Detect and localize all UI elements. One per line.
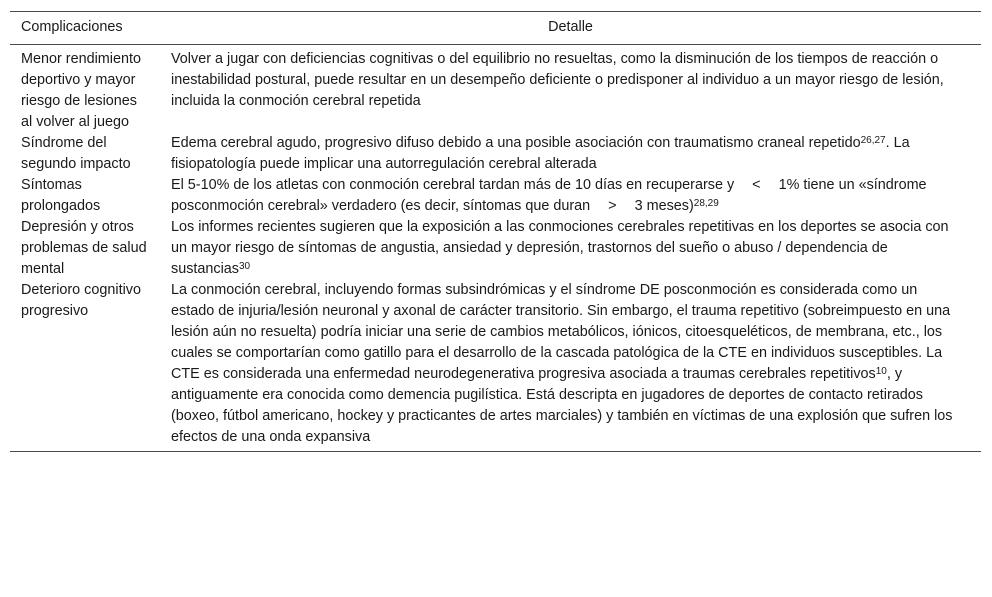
detail-cell bbox=[160, 133, 981, 175]
detail-text: . La fisiopatología puede implicar una autorregulación cerebral alterada bbox=[171, 135, 910, 172]
header-row bbox=[10, 12, 981, 45]
complications-table bbox=[10, 11, 981, 452]
table-row bbox=[10, 175, 981, 217]
citation-superscript: 10 bbox=[875, 366, 887, 377]
citation-superscript: 26,27 bbox=[860, 135, 886, 146]
table-row bbox=[10, 133, 981, 175]
header-detalle: Detalle bbox=[548, 19, 593, 35]
table-row bbox=[10, 280, 981, 452]
header-complicaciones: Complicaciones bbox=[21, 19, 123, 35]
detail-cell bbox=[160, 280, 981, 452]
detail-text: El 5-10% de los atletas con conmoción cerebral tardan más de 10 días en recuperarse y bbox=[171, 177, 735, 193]
detail-cell: Volver a jugar con deficiencias cognitivas o del equilibrio no resueltas, como la disminución de los tiempos de reacción o inestabilidad postural, puede resultar en un desempeño deficiente o predisponer al individuo a un mayor riesgo de lesión, incluida la conmoción cerebral repetida bbox=[171, 51, 944, 109]
complications-table-container bbox=[10, 11, 981, 452]
complication-cell: Depresión y otros problemas de salud mental bbox=[21, 219, 147, 277]
detail-text: 1% tiene un «síndrome posconmoción cerebral» verdadero (es decir, síntomas que duran bbox=[171, 177, 927, 214]
detail-text: La conmoción cerebral, incluyendo formas subsindrómicas y el síndrome DE posconmoción es considerada como un estado de injuria/lesión neuronal y axonal de carácter transitorio. Sin embargo, el trauma repetitivo (sobreimpuesto en una lesión aún no resuelta) podría iniciar una serie de cambios metabólicos, iónicos, citoesqueléticos, de membrana, etc., los cuales se comportarían como gatillo para el desarrollo de la cascada patológica de la CTE en individuos susceptibles. La CTE es considerada una enfermedad neurodegenerativa progresiva asociada a traumas cerebrales repetitivos bbox=[171, 282, 951, 382]
less-than-symbol: < bbox=[752, 177, 761, 193]
detail-text: Los informes recientes sugieren que la exposición a las conmociones cerebrales repetitivas en los deportes se asocia con un mayor riesgo de síntomas de angustia, ansiedad y depresión, trastornos del sueño o abuso / dependencia de sustancias bbox=[171, 219, 949, 277]
greater-than-symbol: > bbox=[608, 198, 617, 214]
detail-text: Edema cerebral agudo, progresivo difuso debido a una posible asociación con traumatismo craneal repetido bbox=[171, 135, 861, 151]
detail-cell bbox=[160, 217, 981, 280]
table-row bbox=[10, 45, 981, 134]
complication-cell: Síntomas prolongados bbox=[21, 177, 101, 214]
table-row bbox=[10, 217, 981, 280]
complication-cell: Menor rendimiento deportivo y mayor riesgo de lesiones al volver al juego bbox=[21, 51, 141, 130]
complication-cell: Síndrome del segundo impacto bbox=[21, 135, 131, 172]
detail-text: 3 meses) bbox=[634, 198, 694, 214]
detail-cell bbox=[160, 175, 981, 217]
complication-cell: Deterioro cognitivo progresivo bbox=[21, 282, 141, 319]
detail-text: , y antiguamente era conocida como demencia pugilística. Está descripta en jugadores de deportes de contacto retirados (boxeo, fútbol americano, hockey y practicantes de artes marciales) y también en víctimas de una explosión que sufren los efectos de una onda expansiva bbox=[171, 366, 953, 445]
citation-superscript: 28,29 bbox=[693, 198, 719, 209]
citation-superscript: 30 bbox=[239, 261, 251, 272]
